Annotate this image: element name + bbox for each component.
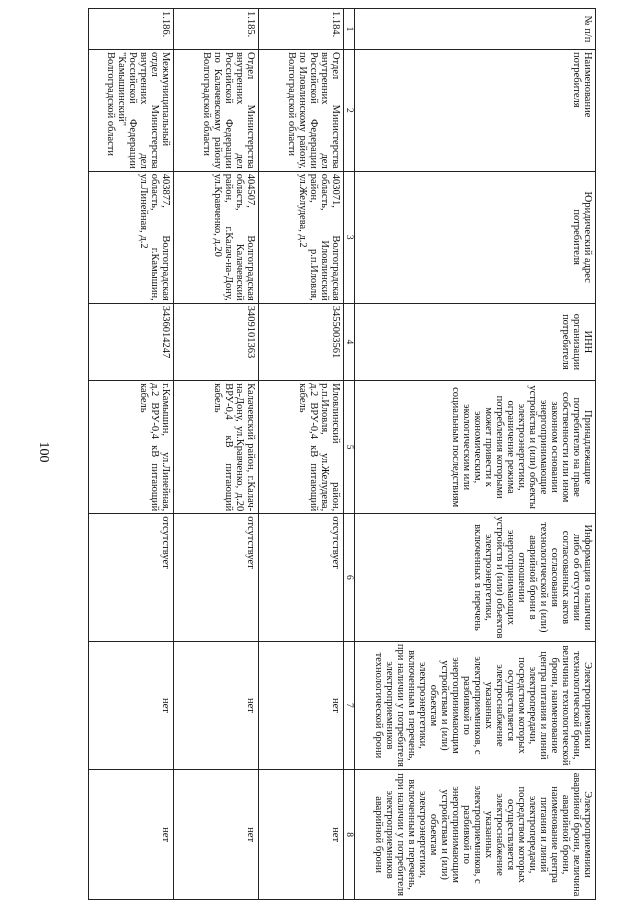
column-number: 4 (344, 303, 355, 380)
header-cell: Информация о наличии либо об отсутствии согласованных актов согласования технологической и (или) аварийной брони в отношении энергопринимающих устройств и (или) объектов электроэнергетики, включенных в перечень (355, 514, 596, 641)
column-number-row (344, 9, 355, 900)
column-number: 8 (344, 770, 355, 900)
acts-status: отсутствует (174, 514, 259, 641)
table-row (89, 9, 174, 900)
header-cell: Принадлежащие потребителю на праве собственности или ином законном основании энергопринимающие устройства и (или) объекты электроэнергетики, ограничение режима потребления которыми может привести к экономическим, экологическим или социальным последствиям (355, 381, 596, 514)
emergency-reserve: нет (259, 770, 344, 900)
emergency-reserve: нет (174, 770, 259, 900)
legal-address: 403071, Волгоградская область, Иловлинский район, р.п.Иловля, ул.Желудева, д.2 (259, 171, 344, 303)
column-number: 3 (344, 171, 355, 303)
column-number: 2 (344, 49, 355, 171)
consumer-table (88, 8, 596, 900)
devices-description: Калачевский район, г.Калач-на-Дону, ул.Кравченко, д.20 ВРУ-0,4 кВ питающий кабель (174, 381, 259, 514)
acts-status: отсутствует (259, 514, 344, 641)
tech-reserve: нет (174, 641, 259, 770)
row-number: 1.186. (89, 9, 174, 50)
table-row (174, 9, 259, 900)
header-cell: ИНН организации потребителя (355, 303, 596, 380)
row-number: 1.185. (174, 9, 259, 50)
column-number: 1 (344, 9, 355, 50)
devices-description: г.Камышин, ул.Линейная, д.2 ВРУ-0,4 кВ питающий кабель (89, 381, 174, 514)
row-number: 1.184. (259, 9, 344, 50)
column-number: 7 (344, 641, 355, 770)
table-row (259, 9, 344, 900)
header-cell: Электроприемники аварийной брони, величина аварийной брони, наименование центра питания и линий электропередачи, посредством которых осуществляется электроснабжение указанных электроприемников, с разбивкой по энергопринимающим устройствам и (или) объектам электроэнергетики, включенным в перечень, при наличии у потребителя электроприемников аварийной брони (355, 770, 596, 900)
header-cell: № п/п (355, 9, 596, 50)
document-page (68, 8, 596, 900)
column-number: 6 (344, 514, 355, 641)
header-cell: Наименование потребителя (355, 49, 596, 171)
legal-address: 404507, Волгоградская область, Калачевский район, г.Калач-на-Дону, ул.Кравченко, д.20 (174, 171, 259, 303)
header-cell: Электроприемники технологической брони, величина технологической брони, наименование центра питания и линий электропередачи, посредством которых осуществляется электроснабжение указанных электроприемников, с разбивкой по энергопринимающим устройствам и (или) объектам электроэнергетики, включенным в перечень, при наличии у потребителя электроприемников технологической брони (355, 641, 596, 770)
tech-reserve: нет (259, 641, 344, 770)
inn-value: 3436014247 (89, 303, 174, 380)
table-header-row (355, 9, 596, 900)
acts-status: отсутствует (89, 514, 174, 641)
consumer-name: Межмуниципальный отдел Министерства внутренних дел Российской Федерации "Камышинский" Волгоградской области (89, 49, 174, 171)
header-cell: Юридический адрес потребителя (355, 171, 596, 303)
emergency-reserve: нет (89, 770, 174, 900)
consumer-name: Отдел Министерства внутренних дел Российской Федерации по Калачевскому району Волгоградской области (174, 49, 259, 171)
legal-address: 403877, Волгоградская область, г.Камышин, ул.Линейная, д.2 (89, 171, 174, 303)
page-number: 100 (36, 441, 51, 463)
column-number: 5 (344, 381, 355, 514)
devices-description: Иловлинский район, р.п.Иловля, ул.Желудева, д.2 ВРУ-0,4 кВ питающий кабель (259, 381, 344, 514)
consumer-name: Отдел Министерства внутренних дел Российской Федерации по Иловлинскому району, Волгоградской области (259, 49, 344, 171)
tech-reserve: нет (89, 641, 174, 770)
inn-value: 3455003561 (259, 303, 344, 380)
inn-value: 3409101363 (174, 303, 259, 380)
